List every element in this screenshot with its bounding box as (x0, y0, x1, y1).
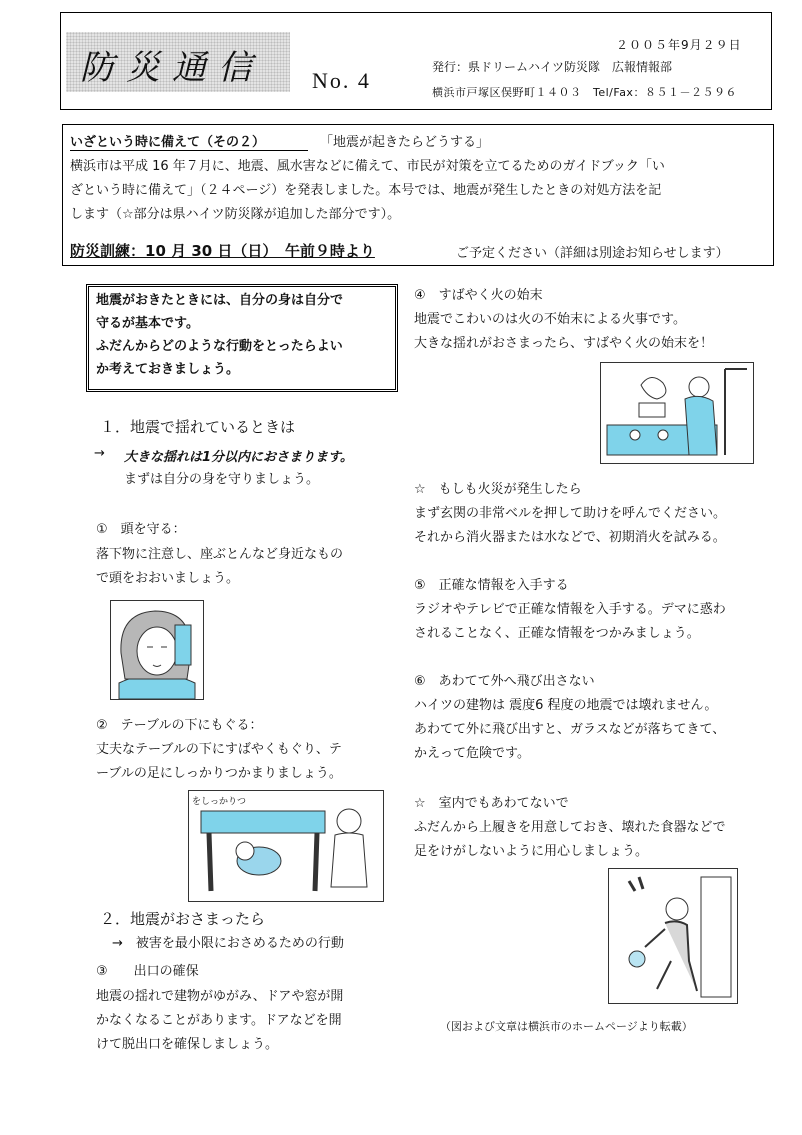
intro-line: ざという時に備えて」（２４ページ）を発表しました。本号では、地震が発生したときの対処方法を記 (70, 183, 662, 198)
star-2-text: ふだんから上履きを用意しておき、壊れた食器などで (414, 820, 726, 835)
contact-address: 横浜市戸塚区俣野町１４０３ Tel/Fax：８５１－２５９６ (432, 86, 737, 99)
kitchen-fire-illustration (600, 362, 754, 464)
star-2-title: ☆ 室内でもあわてないで (414, 796, 569, 811)
item-1-text: 落下物に注意し、座ぶとんなど身近なもの (96, 547, 344, 562)
intro-heading: いざという時に備えて（その２） (70, 131, 308, 151)
notice-line: 守るが基本です。 (96, 316, 199, 331)
item-4-text: 地震でこわいのは火の不始末による火事です。 (414, 312, 686, 327)
item-6-text: かえって危険です。 (414, 746, 530, 761)
newsletter-title: 防災通信 (80, 48, 264, 88)
section-1-title: １．地震で揺れているときは (100, 418, 296, 436)
issue-number: No. 4 (312, 68, 371, 93)
notice-line: ふだんからどのような行動をとったらよい (96, 339, 343, 354)
intro-subtitle: 「地震が起きたらどうする」 (320, 135, 490, 150)
item-5-title: ⑤ 正確な情報を入手する (414, 578, 569, 593)
star-1-text: それから消火器または水などで、初期消火を試みる。 (414, 530, 726, 545)
section-2-subtitle: → 被害を最小限におさめるための行動 (112, 936, 344, 951)
item-2-text: ーブルの足にしっかりつかまりましょう。 (96, 766, 342, 781)
item-4-title: ④ すばやく火の始末 (414, 288, 543, 303)
source-caption: （図および文章は横浜市のホームページより転載） (440, 1020, 693, 1033)
intro-line: します（☆部分は県ハイツ防災隊が追加した部分です）。 (70, 207, 401, 222)
issue-date: ２００５年9月２９日 (616, 38, 742, 52)
illustration-label: をしっかりつ (192, 797, 247, 807)
notice-line: か考えておきましょう。 (96, 362, 240, 377)
head-protection-illustration (110, 600, 204, 700)
item-5-text: されることなく、正確な情報をつかみましょう。 (414, 626, 700, 641)
star-1-text: まず玄関の非常ベルを押して助けを呼んでください。 (414, 506, 727, 521)
section-1-note: まずは自分の身を守りましょう。 (124, 472, 320, 487)
section-1-emphasis: 大きな揺れは1分以内におさまります。 (124, 450, 354, 465)
star-2-text: 足をけがしないように用心しましょう。 (414, 844, 649, 859)
indoor-caution-illustration (608, 868, 738, 1004)
drill-announcement: 防災訓練：10 月 30 日（日） 午前９時より (70, 242, 375, 260)
item-6-text: ハイツの建物は 震度6 程度の地震では壊れません。 (414, 698, 718, 713)
item-5-text: ラジオやテレビで正確な情報を入手する。デマに惑わ (414, 602, 726, 617)
intro-line: 横浜市は平成 16 年７月に、地震、風水害などに備えて、市民が対策を立てるためのガイドブック「い (70, 159, 665, 174)
item-2-title: ② テーブルの下にもぐる： (96, 718, 263, 733)
star-1-title: ☆ もしも火災が発生したら (414, 482, 582, 497)
arrow-glyph: → (94, 446, 105, 461)
item-6-text: あわてて外に飛び出すと、ガラスなどが落ちてきて、 (414, 722, 726, 737)
item-4-text: 大きな揺れがおさまったら、すばやく火の始末を！ (414, 336, 714, 351)
item-3-text: 地震の揺れで建物がゆがみ、ドアや窓が開 (96, 989, 344, 1004)
item-3-text: かなくなることがあります。ドアなどを開 (96, 1013, 342, 1028)
drill-note: ご予定ください（詳細は別途お知らせします） (456, 246, 729, 261)
item-1-text: で頭をおおいましょう。 (96, 571, 240, 586)
section-2-title: ２．地震がおさまったら (100, 910, 266, 928)
item-1-title: ① 頭を守る： (96, 522, 186, 537)
notice-line: 地震がおきたときには、自分の身は自分で (96, 293, 344, 308)
item-3-text: けて脱出口を確保しましょう。 (96, 1037, 279, 1052)
item-6-title: ⑥ あわてて外へ飛び出さない (414, 674, 595, 689)
publisher: 発行：県ドリームハイツ防災隊 広報情報部 (432, 60, 673, 74)
item-3-title: ③ 出口の確保 (96, 964, 199, 979)
item-2-text: 丈夫なテーブルの下にすばやくもぐり、テ (96, 742, 342, 757)
